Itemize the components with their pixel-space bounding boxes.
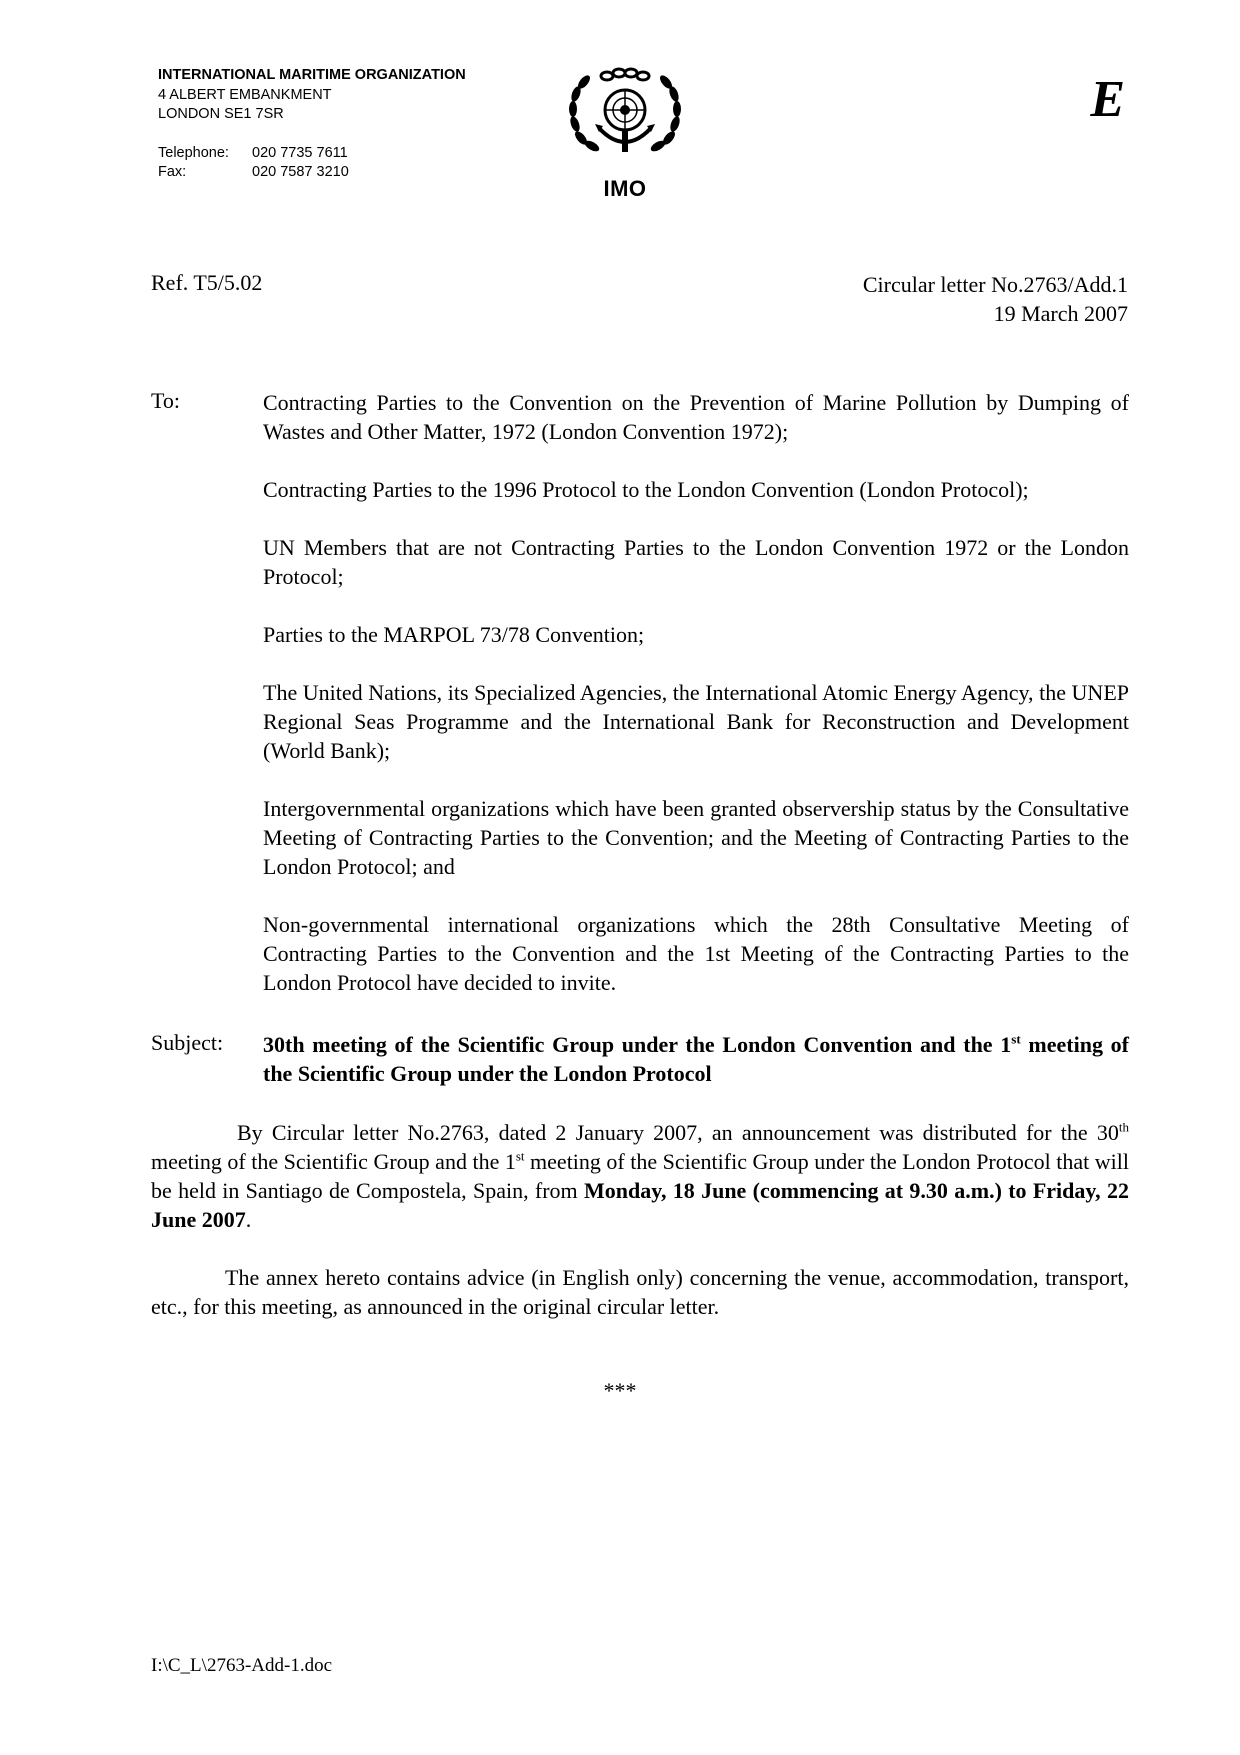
body-paragraph-2: The annex hereto contains advice (in English only) concerning the venue, accommodation, transport, etc., for this meeting, as announced in the original circular letter. [151,1265,1129,1319]
subject-sup: st [1011,1031,1021,1047]
p1-text-c: meeting of the Scientific Group under the London Protocol that will be held in Santiago de Compostela, Spain, from [151,1149,1129,1203]
logo-text: IMO [603,176,647,201]
letter-date: 19 March 2007 [993,301,1128,326]
circular-number: Circular letter No.2763/Add.1 [862,272,1128,297]
file-path: I:\C_L\2763-Add-1.doc [151,1655,333,1676]
addressee-item: Parties to the MARPOL 73/78 Convention; [263,622,645,647]
addressee-list [263,388,1129,997]
circular-reference [863,270,1128,328]
telephone-label: Telephone: [158,144,229,161]
addressee-item: Non-governmental international organizations which the 28th Consultative Meeting of Contracting Parties to the Convention and the 1st Meeting of the Contracting Parties to the London Protocol have decided to invite. [263,912,1129,995]
contact-block [158,144,466,183]
p1-meeting-dates: Monday, 18 June (commencing at 9.30 a.m.) to Friday, 22 June 2007 [151,1178,1129,1232]
subject-part-1: 30th meeting of the Scientific Group under the London Convention and the 1 [263,1032,1012,1057]
letterhead-address [158,66,466,183]
p1-text-b: meeting of the Scientific Group and the 1 [151,1149,516,1174]
reference-number: Ref. T5/5.02 [151,270,263,295]
to-label: To: [151,388,181,413]
fax-row [158,163,466,183]
body-paragraph-1 [151,1118,1129,1234]
address-line-1: 4 ALBERT EMBANKMENT [158,86,332,103]
addressee-item: Contracting Parties to the Convention on the Prevention of Marine Pollution by Dumping of Wastes and Other Matter, 1972 (London Convention 1972); [263,390,1129,444]
p1-sup-1: th [1118,1119,1129,1135]
language-mark: E [1090,71,1125,128]
p1-end: . [245,1207,252,1232]
fax-number: 020 7587 3210 [252,164,349,180]
imo-emblem-icon [565,66,685,166]
addressee-item: The United Nations, its Specialized Agencies, the International Atomic Energy Agency, the UNEP Regional Seas Programme and the International Bank for Reconstruction and Development (World Bank); [263,680,1129,763]
p1-text-a: By Circular letter No.2763, dated 2 January 2007, an announcement was distributed for the 30 [237,1120,1119,1145]
p1-sup-2: st [515,1148,525,1164]
addressee-item: Contracting Parties to the 1996 Protocol to the London Convention (London Protocol); [263,477,1029,502]
separator: *** [603,1378,637,1403]
fax-label: Fax: [158,164,187,180]
addressee-item: UN Members that are not Contracting Parties to the London Convention 1972 or the London Protocol; [263,535,1129,589]
telephone-row [158,144,466,164]
org-name: INTERNATIONAL MARITIME ORGANIZATION [158,67,466,83]
subject-text [263,1030,1129,1088]
subject-part-2: meeting of the Scientific Group under the London Protocol [263,1032,1129,1086]
telephone-number: 020 7735 7611 [252,144,348,161]
addressee-item: Intergovernmental organizations which have been granted observership status by the Consultative Meeting of Contracting Parties to the Convention; and the Meeting of Contracting Parties to the London Protocol; and [263,796,1129,879]
address-line-2: LONDON SE1 7SR [158,106,284,122]
imo-logo [560,66,690,202]
subject-label: Subject: [151,1030,224,1055]
